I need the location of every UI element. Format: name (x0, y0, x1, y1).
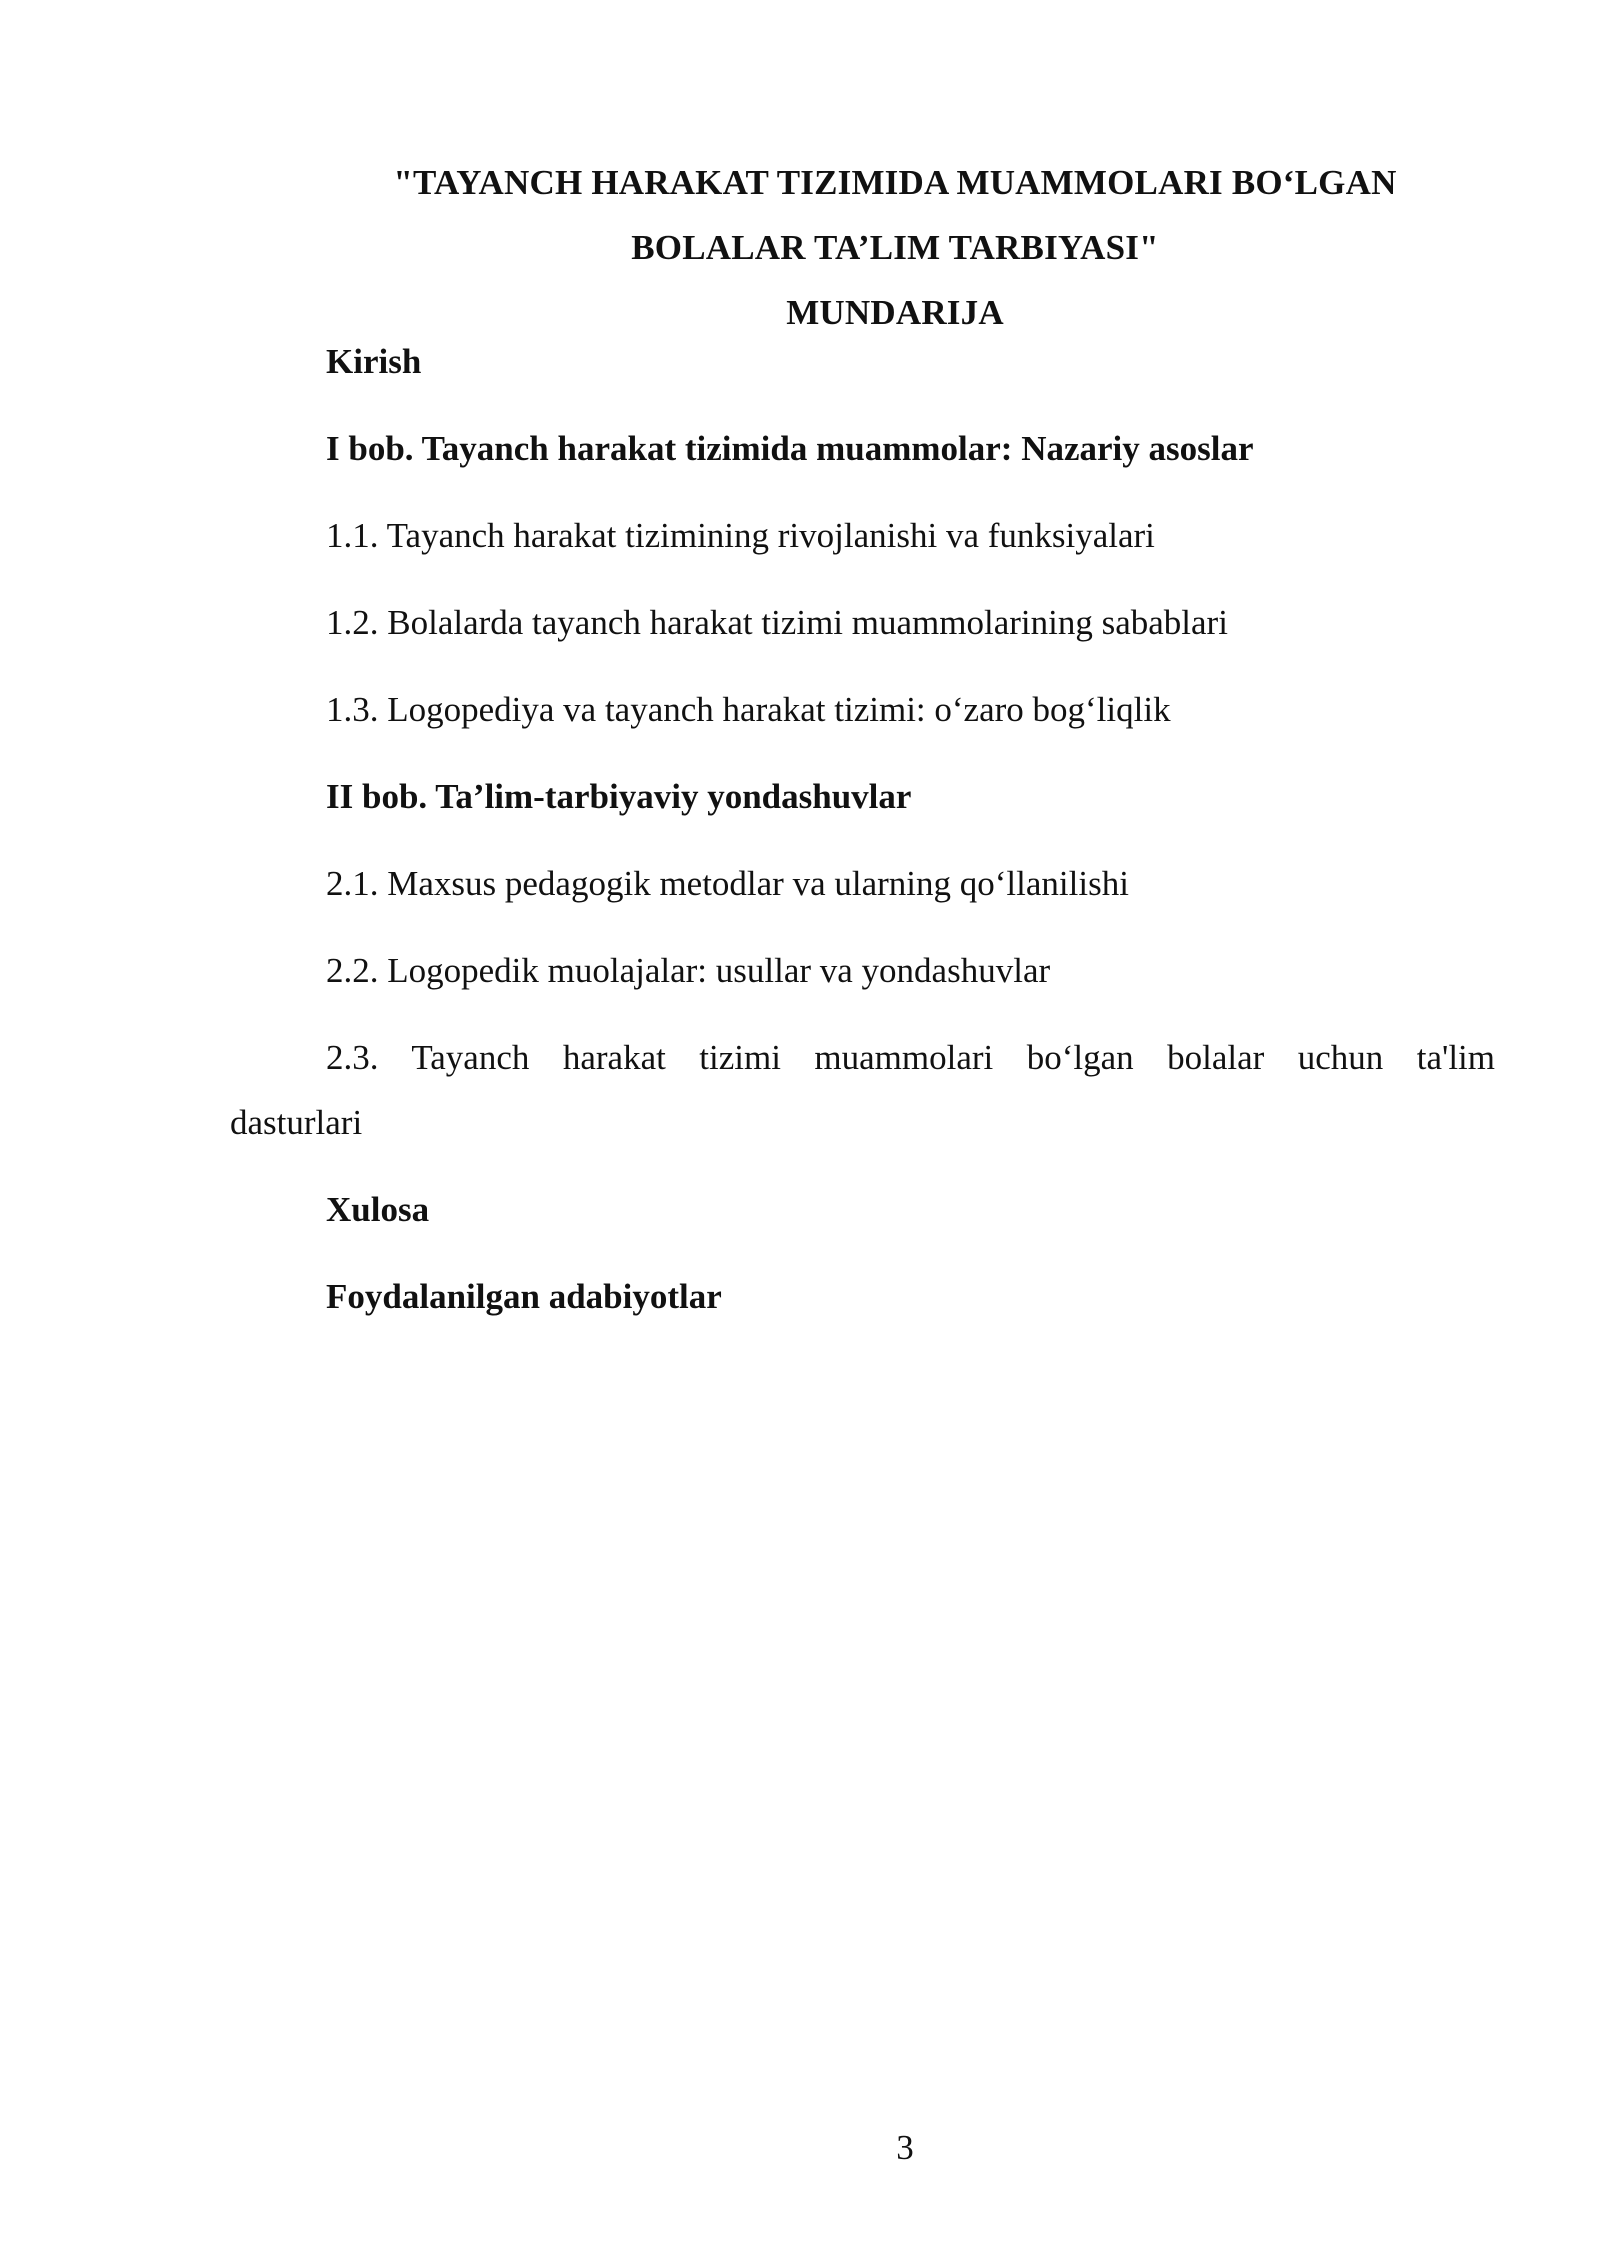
page-number: 3 (896, 2128, 914, 2167)
document-title-line-2: BOLALAR TA’LIM TARBIYASI" (631, 228, 1159, 267)
toc-item-intro: Kirish (326, 342, 422, 381)
document-title-line-1: "TAYANCH HARAKAT TIZIMIDA MUAMMOLARI BO‘LGAN (393, 163, 1397, 202)
toc-item-conclusion: Xulosa (326, 1190, 430, 1229)
toc-item-section-2-3-continued: dasturlari (230, 1103, 363, 1142)
toc-item-chapter-2: II bob. Ta’lim-tarbiyaviy yondashuvlar (326, 777, 912, 816)
toc-item-section-1-1: 1.1. Tayanch harakat tizimining rivojlanishi va funksiyalari (326, 516, 1155, 555)
toc-item-section-2-2: 2.2. Logopedik muolajalar: usullar va yondashuvlar (326, 951, 1051, 990)
toc-item-section-2-1: 2.1. Maxsus pedagogik metodlar va ularning qo‘llanilishi (326, 864, 1129, 903)
toc-item-section-1-3: 1.3. Logopediya va tayanch harakat tizimi: o‘zaro bog‘liqlik (326, 690, 1171, 729)
toc-item-chapter-1: I bob. Tayanch harakat tizimida muammolar: Nazariy asoslar (326, 429, 1254, 468)
toc-item-section-2-3: 2.3. Tayanch harakat tizimi muammolari bo‘lgan bolalar uchun ta'lim (326, 1038, 1495, 1077)
toc-item-references: Foydalanilgan adabiyotlar (326, 1277, 722, 1316)
title-block (230, 150, 1560, 345)
contents-heading: MUNDARIJA (786, 293, 1004, 332)
toc-item-section-1-2: 1.2. Bolalarda tayanch harakat tizimi muammolarining sabablari (326, 603, 1228, 642)
